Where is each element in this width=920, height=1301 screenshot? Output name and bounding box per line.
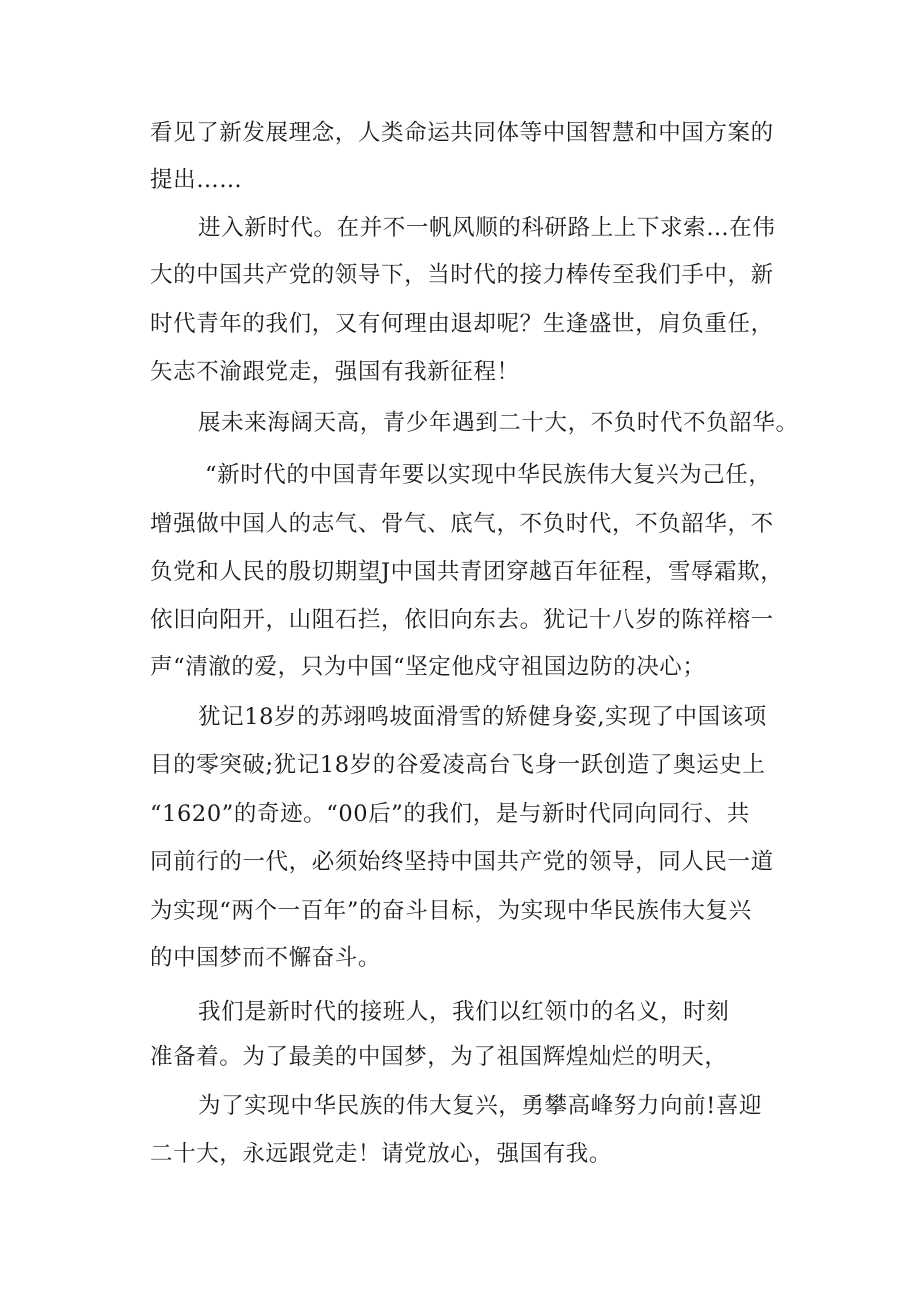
text-line-16: 同前行的一代，必须始终坚持中国共产党的领导，同人民一道 [150,849,774,875]
text-line-13: 犹记18岁的苏翊鸣坡面滑雪的矫健身姿,实现了中国该项 [198,704,767,730]
text-line-17: 为实现“两个一百年”的奋斗目标，为实现中华民族伟大复兴 [150,898,752,924]
text-line-2: 提出…… [150,167,243,193]
text-line-21: 为了实现中华民族的伟大复兴，勇攀高峰努力向前!喜迎 [198,1093,763,1119]
text-line-7: 展未来海阔天高，青少年遇到二十大，不负时代不负韶华。 [198,410,799,436]
text-line-11: 依旧向阳开，山阻石拦，依旧向东去。犹记十八岁的陈祥榕一 [150,607,774,633]
text-line-19: 我们是新时代的接班人，我们以红领巾的名义，时刻 [198,999,730,1025]
text-line-4: 大的中国共产党的领导下，当时代的接力棒传至我们手中，新 [150,262,774,288]
text-line-8: “新时代的中国青年要以实现中华民族伟大复兴为己任， [205,462,772,488]
text-line-15: “1620”的奇迹。“00后”的我们，是与新时代同向同行、共 [150,801,750,827]
text-line-9: 增强做中国人的志气、骨气、底气，不负时代，不负韶华，不 [150,511,774,537]
text-line-6: 矢志不渝跟党走，强国有我新征程！ [150,359,520,385]
text-line-14: 目的零突破;犹记18岁的谷爱凌高台飞身一跃创造了奥运史上 [150,752,766,778]
text-line-22: 二十大，永远跟党走！请党放心，强国有我。 [150,1141,613,1167]
text-line-18: 的中国梦而不懈奋斗。 [150,945,382,971]
text-line-10: 负党和人民的殷切期望J中国共青团穿越百年征程，雪辱霜欺， [150,559,784,585]
text-line-5: 时代青年的我们，又有何理由退却呢？生逢盛世，肩负重任， [150,311,774,337]
text-line-3: 进入新时代。在并不一帆风顺的科研路上上下求索…在伟 [198,215,776,241]
text-line-1: 看见了新发展理念，人类命运共同体等中国智慧和中国方案的 [150,120,774,146]
text-line-12: 声“清澈的爱，只为中国“坚定他戍守祖国边防的决心； [150,654,706,680]
text-line-20: 准备着。为了最美的中国梦，为了祖国辉煌灿烂的明天， [150,1044,728,1070]
